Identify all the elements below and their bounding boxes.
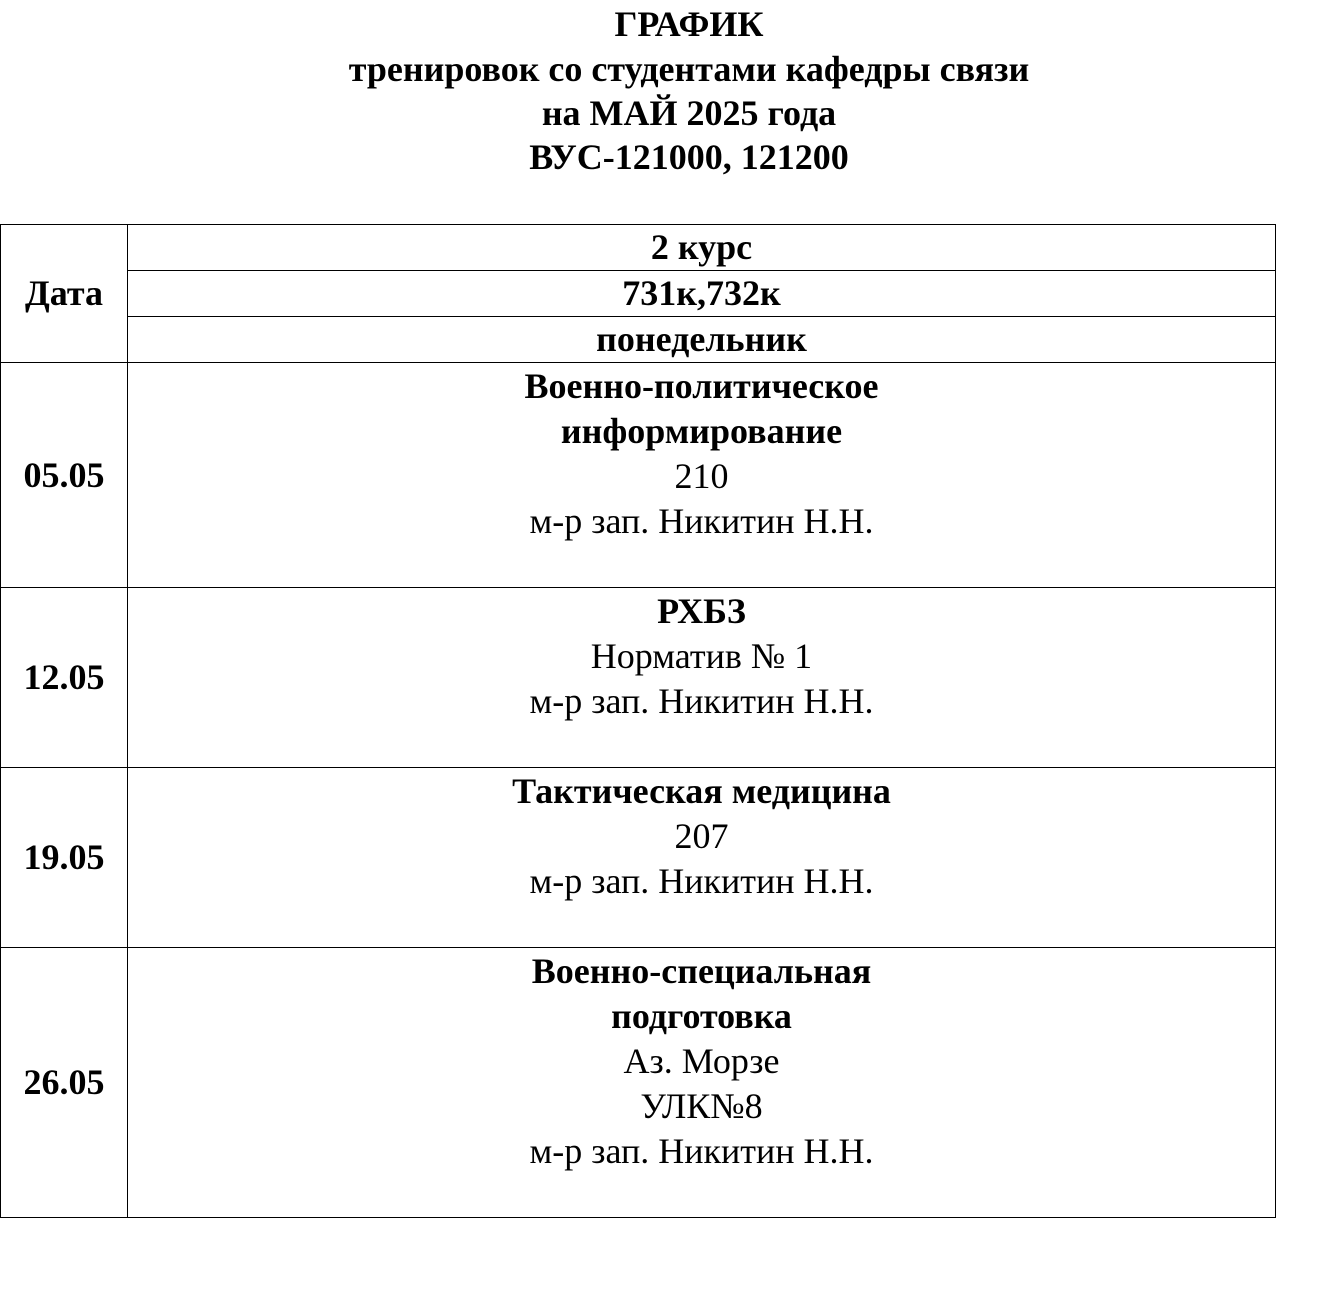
instructor-name: м-р зап. Никитин Н.Н. xyxy=(529,861,874,901)
table-row-content xyxy=(128,364,1275,544)
title-line-4: ВУС-121000, 121200 xyxy=(529,137,849,177)
row-date: 05.05 xyxy=(23,454,105,495)
subject-line: подготовка xyxy=(611,996,792,1036)
instructor-name: м-р зап. Никитин Н.Н. xyxy=(529,501,874,541)
row-date: 26.05 xyxy=(23,1062,105,1102)
instructor-name: м-р зап. Никитин Н.Н. xyxy=(529,681,874,721)
date-column-header: Дата xyxy=(25,273,103,313)
location-label: УЛК№8 xyxy=(640,1086,763,1126)
table-row-content xyxy=(128,589,1275,724)
table-row-content xyxy=(128,949,1275,1174)
table-row-content xyxy=(128,769,1275,904)
title-line-3: на МАЙ 2025 года xyxy=(541,93,837,133)
topic-label: Аз. Морзе xyxy=(623,1041,780,1081)
row-divider-1 xyxy=(0,587,1276,588)
room-number: 207 xyxy=(674,816,729,856)
weekday-header: понедельник xyxy=(596,319,807,359)
subject-line: РХБЗ xyxy=(657,591,746,631)
instructor-name: м-р зап. Никитин Н.Н. xyxy=(529,1131,874,1171)
course-header: 2 курс xyxy=(650,227,753,267)
header-bottom-border xyxy=(0,362,1276,363)
row-divider-3 xyxy=(0,947,1276,948)
subject-line: Тактическая медицина xyxy=(512,771,891,811)
table-border-bottom xyxy=(0,1217,1276,1218)
row-date: 19.05 xyxy=(23,837,105,877)
schedule-table xyxy=(0,224,1276,1218)
row-divider-2 xyxy=(0,767,1276,768)
subject-line: Военно-специальная xyxy=(531,951,872,991)
room-number: 210 xyxy=(674,456,729,496)
standard-label: Норматив № 1 xyxy=(590,636,813,676)
groups-header: 731к,732к xyxy=(622,273,781,313)
title-line-2: тренировок со студентами кафедры связи xyxy=(348,49,1030,89)
table-border-right xyxy=(1275,224,1276,1218)
subject-line: Военно-политическое xyxy=(524,366,879,406)
title-line-1: ГРАФИК xyxy=(614,4,764,44)
row-date: 12.05 xyxy=(23,657,105,697)
subject-line: информирование xyxy=(560,411,843,451)
